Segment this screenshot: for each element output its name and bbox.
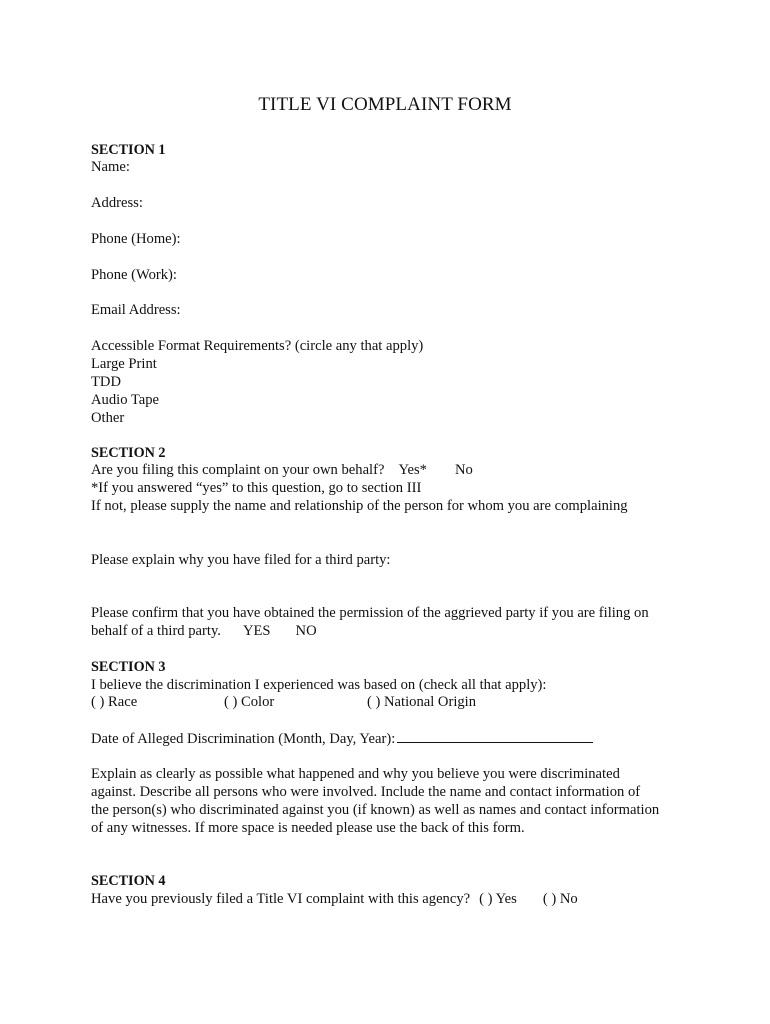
basis-question: I believe the discrimination I experienced was based on (check all that apply): [91, 677, 547, 693]
explain-line-3: the person(s) who discriminated against you (if known) as well as names and contact information [91, 802, 660, 818]
previous-yes: ( ) Yes [479, 891, 517, 907]
phone-work-label: Phone (Work): [91, 267, 177, 283]
format-option-tdd: TDD [91, 374, 121, 390]
format-option-other: Other [91, 410, 125, 426]
note-not: If not, please supply the name and relationship of the person for whom you are complaining [91, 498, 628, 514]
date-blank [397, 729, 593, 743]
confirm-yes: YES [242, 623, 271, 639]
explain-line-4: of any witnesses. If more space is needed please use the back of this form. [91, 820, 525, 836]
confirm-no: NO [295, 623, 317, 639]
email-label: Email Address: [91, 302, 181, 318]
color-option: ( ) Color [224, 694, 275, 710]
race-option: ( ) Race [91, 694, 138, 710]
previous-no: ( ) No [542, 891, 578, 907]
note-yes: *If you answered “yes” to this question, go to section III [91, 480, 422, 496]
section-4-heading: SECTION 4 [91, 873, 166, 889]
own-behalf-yes: Yes* [398, 462, 427, 478]
format-question: Accessible Format Requirements? (circle any that apply) [91, 338, 424, 354]
section-3-heading: SECTION 3 [91, 659, 166, 675]
date-row [91, 729, 593, 748]
explain-line-2: against. Describe all persons who were involved. Include the name and contact information of [91, 784, 641, 800]
previous-row [91, 890, 578, 908]
format-option-audio-tape: Audio Tape [91, 392, 160, 408]
previous-question: Have you previously filed a Title VI complaint with this agency? [91, 891, 471, 907]
third-party-explain: Please explain why you have filed for a third party: [91, 552, 391, 568]
address-label: Address: [91, 195, 143, 211]
section-2-heading: SECTION 2 [91, 445, 166, 461]
form-title: TITLE VI COMPLAINT FORM [258, 94, 512, 115]
explain-line-1: Explain as clearly as possible what happened and why you believe you were discriminated [91, 766, 620, 782]
section-1-heading: SECTION 1 [91, 142, 166, 158]
own-behalf-no: No [454, 462, 473, 478]
format-option-large-print: Large Print [91, 356, 157, 372]
confirm-line-1: Please confirm that you have obtained the permission of the aggrieved party if you are filing on [91, 605, 649, 621]
phone-home-label: Phone (Home): [91, 231, 181, 247]
name-label: Name: [91, 159, 130, 175]
own-behalf-row [91, 461, 473, 479]
confirm-row [91, 622, 317, 640]
date-label: Date of Alleged Discrimination (Month, Day, Year): [91, 731, 396, 747]
own-behalf-question: Are you filing this complaint on your own behalf? [91, 462, 385, 478]
confirm-line-2: behalf of a third party. [91, 623, 221, 639]
national-origin-option: ( ) National Origin [367, 694, 477, 710]
